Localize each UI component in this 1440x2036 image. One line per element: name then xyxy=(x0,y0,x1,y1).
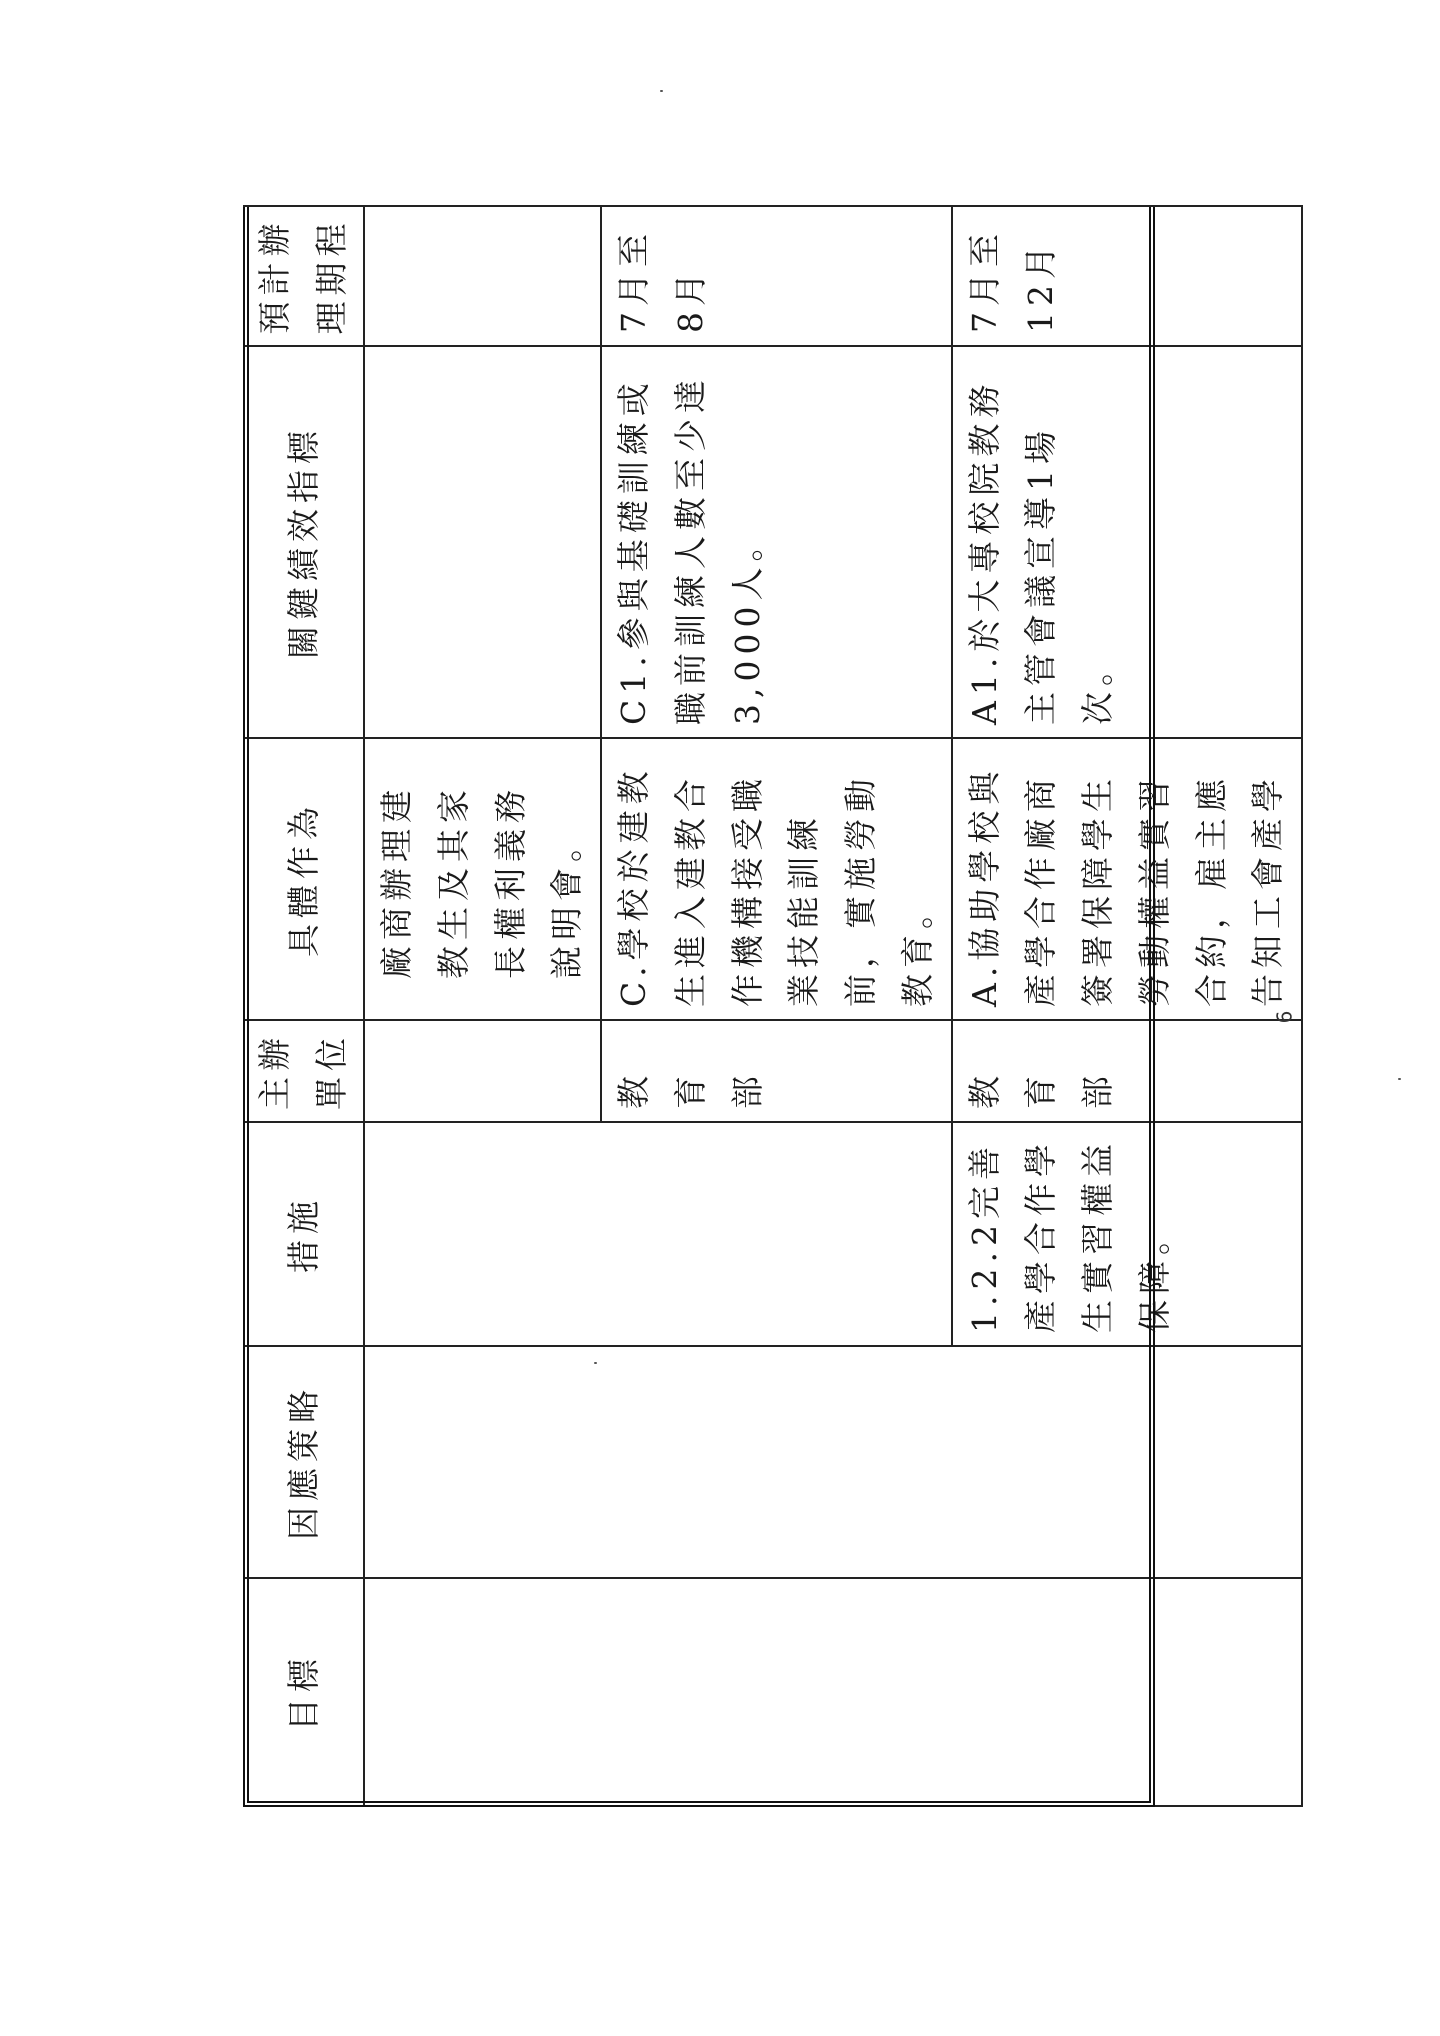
row3-schedule: 7月至12月 xyxy=(952,206,1303,346)
header-unit: 主辦單位 xyxy=(244,1020,364,1122)
header-kpi: 關鍵績效指標 xyxy=(244,346,364,738)
row1-schedule xyxy=(364,206,601,346)
header-row xyxy=(244,206,364,1806)
header-goal: 目標 xyxy=(244,1578,364,1806)
scan-speck xyxy=(660,90,663,92)
row2-kpi: C1.參與基礎訓練或職前訓練人數至少達3,000人。 xyxy=(601,346,952,738)
header-schedule: 預計辦理期程 xyxy=(244,206,364,346)
row3-action: A.協助學校與產學合作廠商簽署保障學生勞動權益實習合約，雇主應告知工會產學 xyxy=(952,738,1303,1020)
policy-table-rotated xyxy=(243,207,1288,1807)
row3-measure: 1.2.2完善產學合作學生實習權益保障。 xyxy=(952,1122,1303,1346)
scan-speck xyxy=(1398,1078,1401,1080)
row1-goal xyxy=(364,1578,1302,1806)
policy-table xyxy=(243,205,1303,1807)
row1-unit xyxy=(364,1020,601,1122)
page-number: 6 xyxy=(1272,1010,1297,1024)
row2-unit: 教育部 xyxy=(601,1020,952,1122)
row1-measure xyxy=(364,1122,952,1346)
row2-schedule: 7月至8月 xyxy=(601,206,952,346)
row1-strategy xyxy=(364,1346,1302,1578)
row3-kpi: A1.於大專校院教務主管會議宣導1場次。 xyxy=(952,346,1303,738)
table-row xyxy=(364,206,601,1806)
row3-unit: 教育部 xyxy=(952,1020,1303,1122)
header-measure: 措施 xyxy=(244,1122,364,1346)
scan-speck xyxy=(594,1362,597,1364)
header-strategy: 因應策略 xyxy=(244,1346,364,1578)
row1-kpi xyxy=(364,346,601,738)
header-action: 具體作為 xyxy=(244,738,364,1020)
row1-action: 廠商辦理建教生及其家長權利義務說明會。 xyxy=(364,738,601,1020)
policy-table-region xyxy=(243,207,1288,1807)
row2-action: C.學校於建教生進入建教合作機構接受職業技能訓練前，實施勞動教育。 xyxy=(601,738,952,1020)
